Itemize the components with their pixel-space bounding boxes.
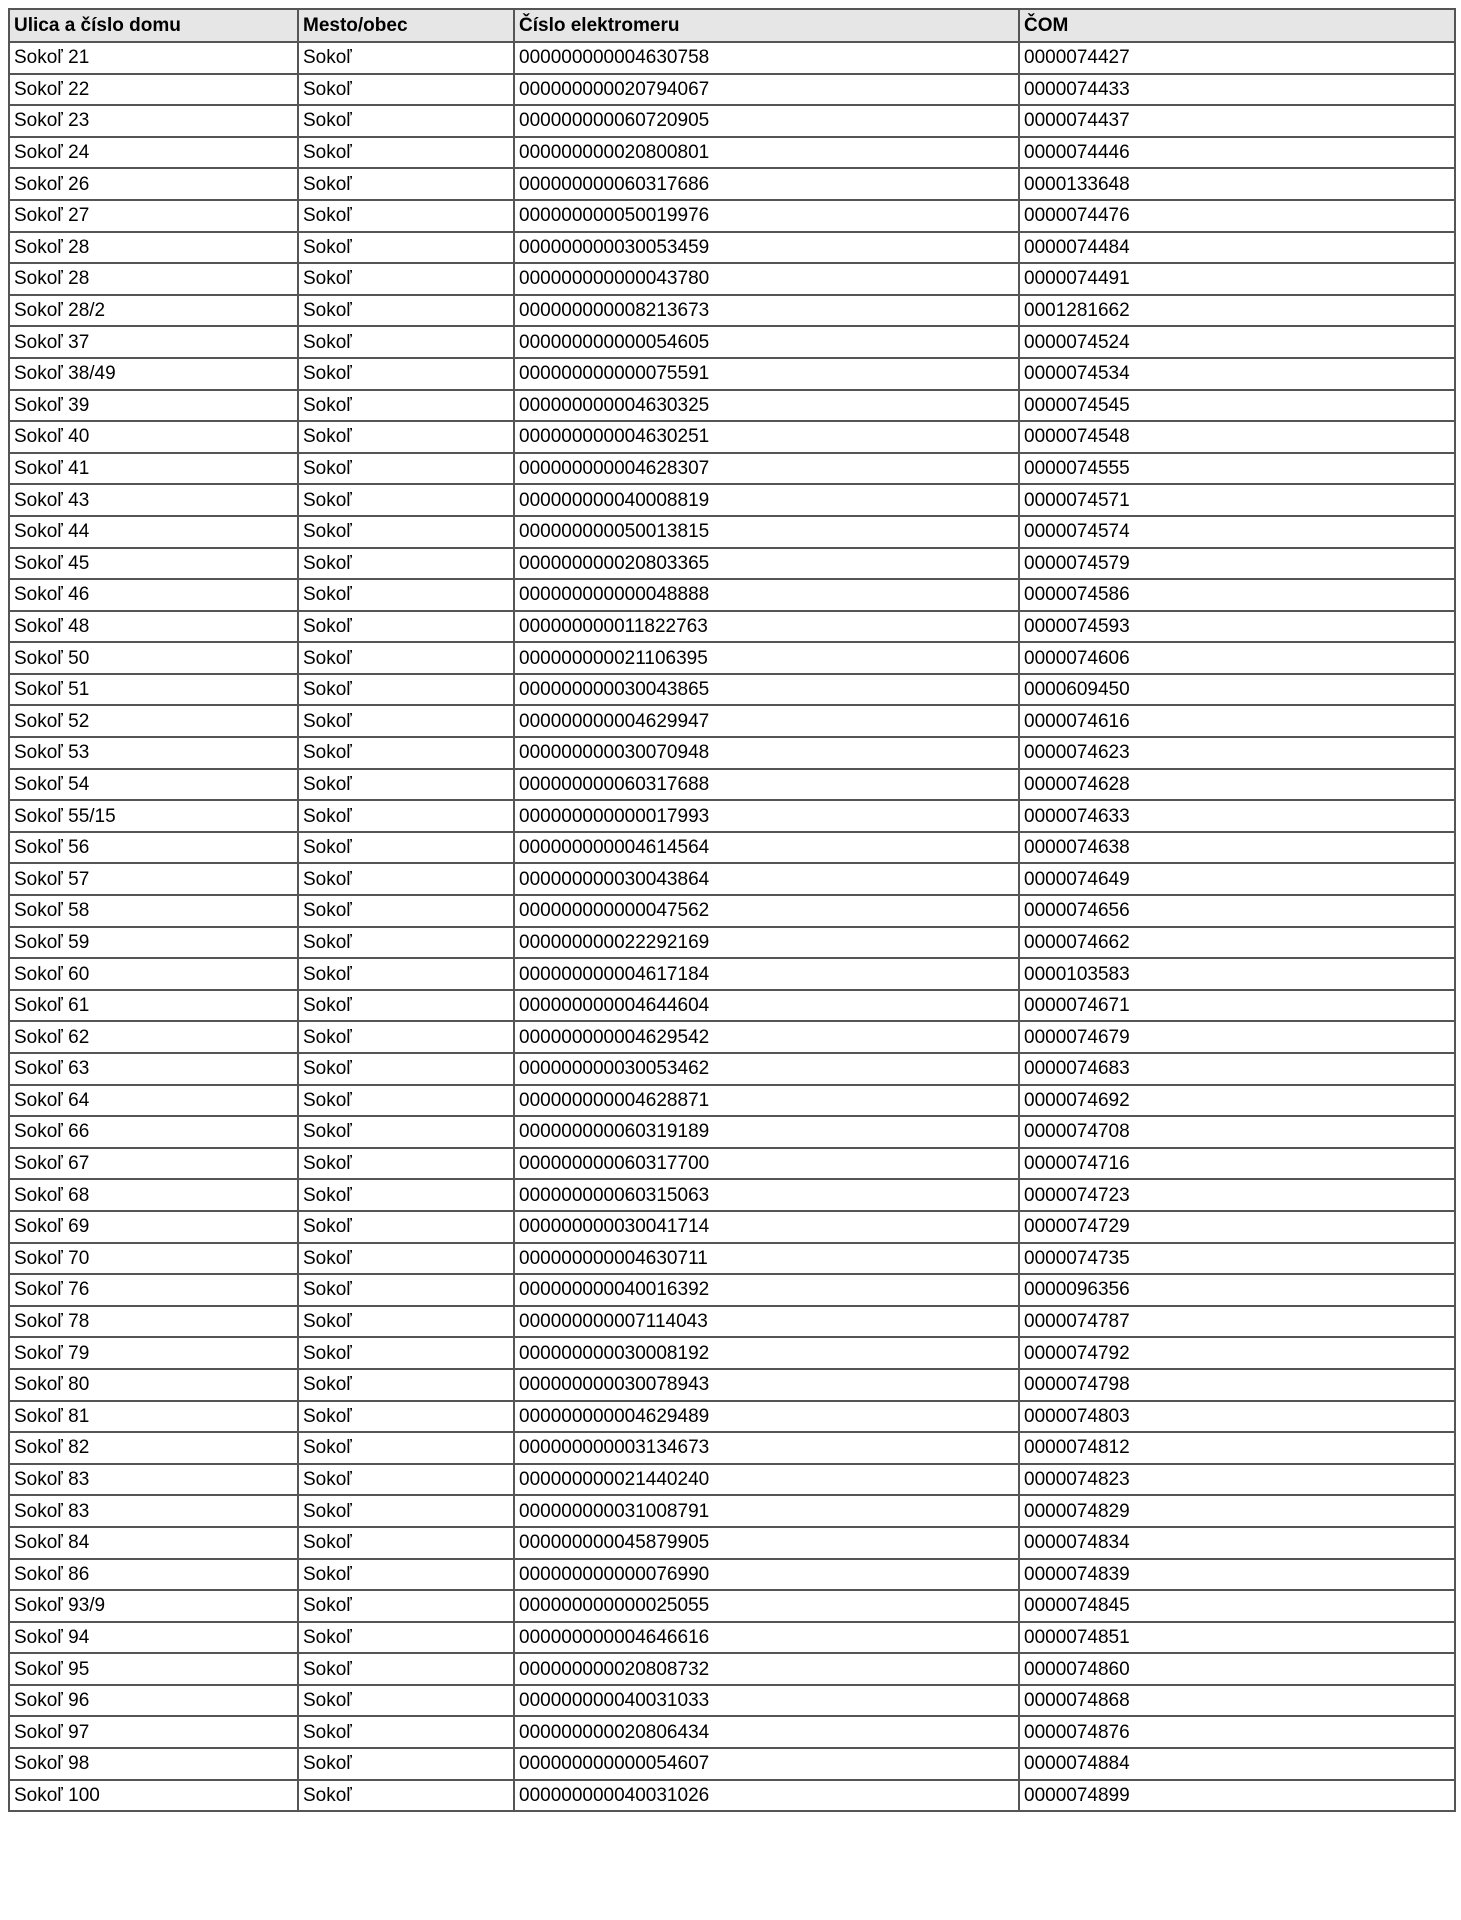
cell-meter-number: 000000000030043864 (514, 863, 1019, 895)
cell-street: Sokoľ 83 (9, 1495, 298, 1527)
table-row (9, 1432, 1455, 1464)
cell-street: Sokoľ 43 (9, 484, 298, 516)
table-row (9, 769, 1455, 801)
cell-meter-number: 000000000000047562 (514, 895, 1019, 927)
cell-com: 0000074899 (1019, 1780, 1455, 1812)
table-row (9, 579, 1455, 611)
cell-com: 0000074623 (1019, 737, 1455, 769)
table-row (9, 1495, 1455, 1527)
cell-street: Sokoľ 83 (9, 1464, 298, 1496)
cell-meter-number: 000000000004629489 (514, 1401, 1019, 1433)
cell-meter-number: 000000000004630758 (514, 42, 1019, 74)
table-row (9, 1274, 1455, 1306)
cell-street: Sokoľ 82 (9, 1432, 298, 1464)
cell-street: Sokoľ 45 (9, 548, 298, 580)
cell-com: 0000074574 (1019, 516, 1455, 548)
cell-com: 0000609450 (1019, 674, 1455, 706)
cell-com: 0000133648 (1019, 168, 1455, 200)
cell-meter-number: 000000000030053462 (514, 1053, 1019, 1085)
cell-meter-number: 000000000060315063 (514, 1179, 1019, 1211)
cell-town: Sokoľ (298, 168, 514, 200)
cell-street: Sokoľ 54 (9, 769, 298, 801)
cell-meter-number: 000000000000054607 (514, 1748, 1019, 1780)
cell-town: Sokoľ (298, 1211, 514, 1243)
cell-com: 0000074735 (1019, 1243, 1455, 1275)
table-header (9, 9, 1455, 42)
cell-meter-number: 000000000020800801 (514, 137, 1019, 169)
cell-town: Sokoľ (298, 1274, 514, 1306)
cell-street: Sokoľ 68 (9, 1179, 298, 1211)
cell-street: Sokoľ 67 (9, 1148, 298, 1180)
cell-town: Sokoľ (298, 1748, 514, 1780)
cell-town: Sokoľ (298, 326, 514, 358)
cell-meter-number: 000000000000025055 (514, 1590, 1019, 1622)
cell-street: Sokoľ 23 (9, 105, 298, 137)
cell-street: Sokoľ 51 (9, 674, 298, 706)
table-row (9, 800, 1455, 832)
cell-town: Sokoľ (298, 1464, 514, 1496)
cell-meter-number: 000000000060319189 (514, 1116, 1019, 1148)
table-row (9, 74, 1455, 106)
cell-street: Sokoľ 55/15 (9, 800, 298, 832)
cell-com: 0000074649 (1019, 863, 1455, 895)
table-row (9, 484, 1455, 516)
cell-com: 0000074787 (1019, 1306, 1455, 1338)
cell-town: Sokoľ (298, 484, 514, 516)
cell-town: Sokoľ (298, 1243, 514, 1275)
table-row (9, 1716, 1455, 1748)
cell-street: Sokoľ 98 (9, 1748, 298, 1780)
cell-meter-number: 000000000004614564 (514, 832, 1019, 864)
cell-street: Sokoľ 66 (9, 1116, 298, 1148)
cell-town: Sokoľ (298, 990, 514, 1022)
cell-town: Sokoľ (298, 1369, 514, 1401)
cell-com: 0000074679 (1019, 1021, 1455, 1053)
cell-street: Sokoľ 60 (9, 958, 298, 990)
cell-town: Sokoľ (298, 390, 514, 422)
cell-meter-number: 000000000040008819 (514, 484, 1019, 516)
cell-meter-number: 000000000030078943 (514, 1369, 1019, 1401)
cell-street: Sokoľ 38/49 (9, 358, 298, 390)
cell-town: Sokoľ (298, 1653, 514, 1685)
column-header-meter-number: Číslo elektromeru (514, 9, 1019, 42)
cell-street: Sokoľ 62 (9, 1021, 298, 1053)
cell-com: 0000103583 (1019, 958, 1455, 990)
table-body (9, 42, 1455, 1811)
cell-street: Sokoľ 93/9 (9, 1590, 298, 1622)
cell-meter-number: 000000000004646616 (514, 1622, 1019, 1654)
cell-street: Sokoľ 94 (9, 1622, 298, 1654)
cell-meter-number: 000000000000043780 (514, 263, 1019, 295)
cell-com: 0000074571 (1019, 484, 1455, 516)
cell-meter-number: 000000000000054605 (514, 326, 1019, 358)
cell-town: Sokoľ (298, 1685, 514, 1717)
cell-com: 0000074524 (1019, 326, 1455, 358)
cell-meter-number: 000000000004630251 (514, 421, 1019, 453)
table-row (9, 1337, 1455, 1369)
cell-com: 0000074534 (1019, 358, 1455, 390)
cell-town: Sokoľ (298, 800, 514, 832)
cell-street: Sokoľ 21 (9, 42, 298, 74)
cell-town: Sokoľ (298, 453, 514, 485)
cell-com: 0000074851 (1019, 1622, 1455, 1654)
cell-com: 0000074616 (1019, 705, 1455, 737)
cell-town: Sokoľ (298, 263, 514, 295)
cell-meter-number: 000000000040031026 (514, 1780, 1019, 1812)
table-row (9, 42, 1455, 74)
table-row (9, 705, 1455, 737)
cell-street: Sokoľ 97 (9, 1716, 298, 1748)
table-row (9, 1527, 1455, 1559)
table-row (9, 1116, 1455, 1148)
cell-town: Sokoľ (298, 1780, 514, 1812)
cell-meter-number: 000000000004630325 (514, 390, 1019, 422)
table-row (9, 1590, 1455, 1622)
cell-com: 0000074839 (1019, 1559, 1455, 1591)
table-row (9, 548, 1455, 580)
cell-street: Sokoľ 27 (9, 200, 298, 232)
cell-street: Sokoľ 61 (9, 990, 298, 1022)
cell-street: Sokoľ 63 (9, 1053, 298, 1085)
table-row (9, 1401, 1455, 1433)
cell-com: 0000074798 (1019, 1369, 1455, 1401)
cell-town: Sokoľ (298, 1495, 514, 1527)
cell-street: Sokoľ 50 (9, 642, 298, 674)
cell-meter-number: 000000000000017993 (514, 800, 1019, 832)
table-row (9, 1211, 1455, 1243)
cell-com: 0000074606 (1019, 642, 1455, 674)
cell-street: Sokoľ 44 (9, 516, 298, 548)
table-row (9, 390, 1455, 422)
column-header-town: Mesto/obec (298, 9, 514, 42)
cell-meter-number: 000000000060720905 (514, 105, 1019, 137)
cell-town: Sokoľ (298, 769, 514, 801)
cell-com: 0000074633 (1019, 800, 1455, 832)
cell-town: Sokoľ (298, 105, 514, 137)
cell-com: 0000096356 (1019, 1274, 1455, 1306)
cell-town: Sokoľ (298, 895, 514, 927)
cell-meter-number: 000000000004617184 (514, 958, 1019, 990)
table-row (9, 990, 1455, 1022)
cell-town: Sokoľ (298, 1337, 514, 1369)
cell-street: Sokoľ 24 (9, 137, 298, 169)
cell-street: Sokoľ 69 (9, 1211, 298, 1243)
cell-com: 0000074845 (1019, 1590, 1455, 1622)
cell-town: Sokoľ (298, 705, 514, 737)
cell-meter-number: 000000000030070948 (514, 737, 1019, 769)
table-row (9, 1685, 1455, 1717)
cell-town: Sokoľ (298, 642, 514, 674)
cell-town: Sokoľ (298, 1116, 514, 1148)
cell-street: Sokoľ 22 (9, 74, 298, 106)
cell-town: Sokoľ (298, 74, 514, 106)
table-row (9, 1148, 1455, 1180)
cell-com: 0000074437 (1019, 105, 1455, 137)
cell-town: Sokoľ (298, 295, 514, 327)
table-row (9, 1653, 1455, 1685)
cell-com: 0000074579 (1019, 548, 1455, 580)
cell-town: Sokoľ (298, 1590, 514, 1622)
cell-com: 0000074638 (1019, 832, 1455, 864)
cell-meter-number: 000000000000048888 (514, 579, 1019, 611)
cell-street: Sokoľ 28 (9, 232, 298, 264)
cell-meter-number: 000000000030043865 (514, 674, 1019, 706)
cell-street: Sokoľ 28 (9, 263, 298, 295)
cell-meter-number: 000000000030041714 (514, 1211, 1019, 1243)
cell-com: 0000074868 (1019, 1685, 1455, 1717)
cell-meter-number: 000000000004630711 (514, 1243, 1019, 1275)
cell-street: Sokoľ 64 (9, 1085, 298, 1117)
table-row (9, 832, 1455, 864)
cell-meter-number: 000000000045879905 (514, 1527, 1019, 1559)
cell-com: 0000074545 (1019, 390, 1455, 422)
table-row (9, 611, 1455, 643)
table-row (9, 1179, 1455, 1211)
cell-com: 0000074628 (1019, 769, 1455, 801)
cell-com: 0000074829 (1019, 1495, 1455, 1527)
cell-meter-number: 000000000020803365 (514, 548, 1019, 580)
cell-town: Sokoľ (298, 358, 514, 390)
cell-meter-number: 000000000050019976 (514, 200, 1019, 232)
cell-street: Sokoľ 46 (9, 579, 298, 611)
cell-town: Sokoľ (298, 1085, 514, 1117)
meter-table (8, 8, 1456, 1812)
cell-street: Sokoľ 56 (9, 832, 298, 864)
cell-town: Sokoľ (298, 1401, 514, 1433)
cell-street: Sokoľ 86 (9, 1559, 298, 1591)
table-row (9, 105, 1455, 137)
cell-street: Sokoľ 40 (9, 421, 298, 453)
table-row (9, 863, 1455, 895)
cell-town: Sokoľ (298, 832, 514, 864)
cell-com: 0000074548 (1019, 421, 1455, 453)
cell-town: Sokoľ (298, 1053, 514, 1085)
table-row (9, 1559, 1455, 1591)
cell-town: Sokoľ (298, 42, 514, 74)
cell-street: Sokoľ 100 (9, 1780, 298, 1812)
cell-meter-number: 000000000004644604 (514, 990, 1019, 1022)
table-row (9, 358, 1455, 390)
cell-com: 0000074683 (1019, 1053, 1455, 1085)
cell-meter-number: 000000000060317700 (514, 1148, 1019, 1180)
cell-town: Sokoľ (298, 1306, 514, 1338)
cell-com: 0000074723 (1019, 1179, 1455, 1211)
cell-com: 0000074671 (1019, 990, 1455, 1022)
cell-town: Sokoľ (298, 1716, 514, 1748)
cell-com: 0000074476 (1019, 200, 1455, 232)
cell-street: Sokoľ 80 (9, 1369, 298, 1401)
cell-meter-number: 000000000020806434 (514, 1716, 1019, 1748)
cell-street: Sokoľ 76 (9, 1274, 298, 1306)
cell-meter-number: 000000000031008791 (514, 1495, 1019, 1527)
cell-meter-number: 000000000003134673 (514, 1432, 1019, 1464)
table-row (9, 1085, 1455, 1117)
table-row (9, 516, 1455, 548)
cell-town: Sokoľ (298, 1148, 514, 1180)
cell-com: 0000074803 (1019, 1401, 1455, 1433)
header-row (9, 9, 1455, 42)
cell-street: Sokoľ 78 (9, 1306, 298, 1338)
cell-town: Sokoľ (298, 863, 514, 895)
cell-street: Sokoľ 57 (9, 863, 298, 895)
cell-com: 0000074656 (1019, 895, 1455, 927)
cell-com: 0001281662 (1019, 295, 1455, 327)
cell-com: 0000074708 (1019, 1116, 1455, 1148)
cell-com: 0000074884 (1019, 1748, 1455, 1780)
cell-meter-number: 000000000004629947 (514, 705, 1019, 737)
table-row (9, 1021, 1455, 1053)
cell-meter-number: 000000000060317688 (514, 769, 1019, 801)
table-row (9, 1780, 1455, 1812)
cell-com: 0000074860 (1019, 1653, 1455, 1685)
table-row (9, 1306, 1455, 1338)
table-row (9, 895, 1455, 927)
cell-town: Sokoľ (298, 927, 514, 959)
cell-meter-number: 000000000040016392 (514, 1274, 1019, 1306)
table-row (9, 737, 1455, 769)
cell-town: Sokoľ (298, 611, 514, 643)
cell-meter-number: 000000000004628307 (514, 453, 1019, 485)
table-row (9, 1053, 1455, 1085)
table-row (9, 168, 1455, 200)
cell-street: Sokoľ 70 (9, 1243, 298, 1275)
cell-street: Sokoľ 37 (9, 326, 298, 358)
cell-meter-number: 000000000030008192 (514, 1337, 1019, 1369)
cell-meter-number: 000000000030053459 (514, 232, 1019, 264)
cell-street: Sokoľ 53 (9, 737, 298, 769)
cell-street: Sokoľ 28/2 (9, 295, 298, 327)
cell-com: 0000074484 (1019, 232, 1455, 264)
cell-com: 0000074692 (1019, 1085, 1455, 1117)
cell-street: Sokoľ 39 (9, 390, 298, 422)
cell-town: Sokoľ (298, 232, 514, 264)
cell-town: Sokoľ (298, 1559, 514, 1591)
cell-town: Sokoľ (298, 200, 514, 232)
column-header-com: ČOM (1019, 9, 1455, 42)
table-row (9, 1369, 1455, 1401)
cell-com: 0000074586 (1019, 579, 1455, 611)
table-row (9, 200, 1455, 232)
cell-street: Sokoľ 59 (9, 927, 298, 959)
cell-com: 0000074792 (1019, 1337, 1455, 1369)
table-row (9, 232, 1455, 264)
cell-town: Sokoľ (298, 1179, 514, 1211)
cell-street: Sokoľ 48 (9, 611, 298, 643)
cell-meter-number: 000000000004628871 (514, 1085, 1019, 1117)
cell-street: Sokoľ 79 (9, 1337, 298, 1369)
cell-com: 0000074555 (1019, 453, 1455, 485)
cell-meter-number: 000000000008213673 (514, 295, 1019, 327)
column-header-street: Ulica a číslo domu (9, 9, 298, 42)
table-row (9, 421, 1455, 453)
cell-com: 0000074834 (1019, 1527, 1455, 1559)
cell-meter-number: 000000000007114043 (514, 1306, 1019, 1338)
table-row (9, 137, 1455, 169)
cell-street: Sokoľ 81 (9, 1401, 298, 1433)
cell-meter-number: 000000000021440240 (514, 1464, 1019, 1496)
cell-com: 0000074812 (1019, 1432, 1455, 1464)
table-row (9, 326, 1455, 358)
cell-com: 0000074446 (1019, 137, 1455, 169)
table-row (9, 674, 1455, 706)
cell-meter-number: 000000000020808732 (514, 1653, 1019, 1685)
cell-town: Sokoľ (298, 1432, 514, 1464)
cell-com: 0000074729 (1019, 1211, 1455, 1243)
cell-meter-number: 000000000011822763 (514, 611, 1019, 643)
table-row (9, 263, 1455, 295)
cell-street: Sokoľ 26 (9, 168, 298, 200)
table-row (9, 1622, 1455, 1654)
cell-meter-number: 000000000004629542 (514, 1021, 1019, 1053)
cell-street: Sokoľ 95 (9, 1653, 298, 1685)
table-row (9, 1243, 1455, 1275)
cell-meter-number: 000000000050013815 (514, 516, 1019, 548)
cell-town: Sokoľ (298, 1527, 514, 1559)
cell-meter-number: 000000000000076990 (514, 1559, 1019, 1591)
cell-street: Sokoľ 52 (9, 705, 298, 737)
cell-com: 0000074433 (1019, 74, 1455, 106)
table-row (9, 453, 1455, 485)
cell-meter-number: 000000000000075591 (514, 358, 1019, 390)
cell-com: 0000074662 (1019, 927, 1455, 959)
table-row (9, 927, 1455, 959)
cell-town: Sokoľ (298, 579, 514, 611)
cell-com: 0000074593 (1019, 611, 1455, 643)
cell-town: Sokoľ (298, 548, 514, 580)
cell-town: Sokoľ (298, 674, 514, 706)
table-row (9, 958, 1455, 990)
cell-street: Sokoľ 58 (9, 895, 298, 927)
cell-town: Sokoľ (298, 1021, 514, 1053)
cell-street: Sokoľ 84 (9, 1527, 298, 1559)
table-row (9, 295, 1455, 327)
cell-com: 0000074491 (1019, 263, 1455, 295)
cell-meter-number: 000000000021106395 (514, 642, 1019, 674)
cell-street: Sokoľ 41 (9, 453, 298, 485)
cell-street: Sokoľ 96 (9, 1685, 298, 1717)
cell-town: Sokoľ (298, 137, 514, 169)
cell-meter-number: 000000000022292169 (514, 927, 1019, 959)
cell-com: 0000074823 (1019, 1464, 1455, 1496)
table-row (9, 642, 1455, 674)
cell-com: 0000074876 (1019, 1716, 1455, 1748)
cell-town: Sokoľ (298, 1622, 514, 1654)
cell-com: 0000074427 (1019, 42, 1455, 74)
cell-town: Sokoľ (298, 516, 514, 548)
table-row (9, 1748, 1455, 1780)
table-row (9, 1464, 1455, 1496)
cell-town: Sokoľ (298, 737, 514, 769)
cell-town: Sokoľ (298, 421, 514, 453)
cell-meter-number: 000000000040031033 (514, 1685, 1019, 1717)
cell-com: 0000074716 (1019, 1148, 1455, 1180)
cell-meter-number: 000000000060317686 (514, 168, 1019, 200)
cell-town: Sokoľ (298, 958, 514, 990)
cell-meter-number: 000000000020794067 (514, 74, 1019, 106)
